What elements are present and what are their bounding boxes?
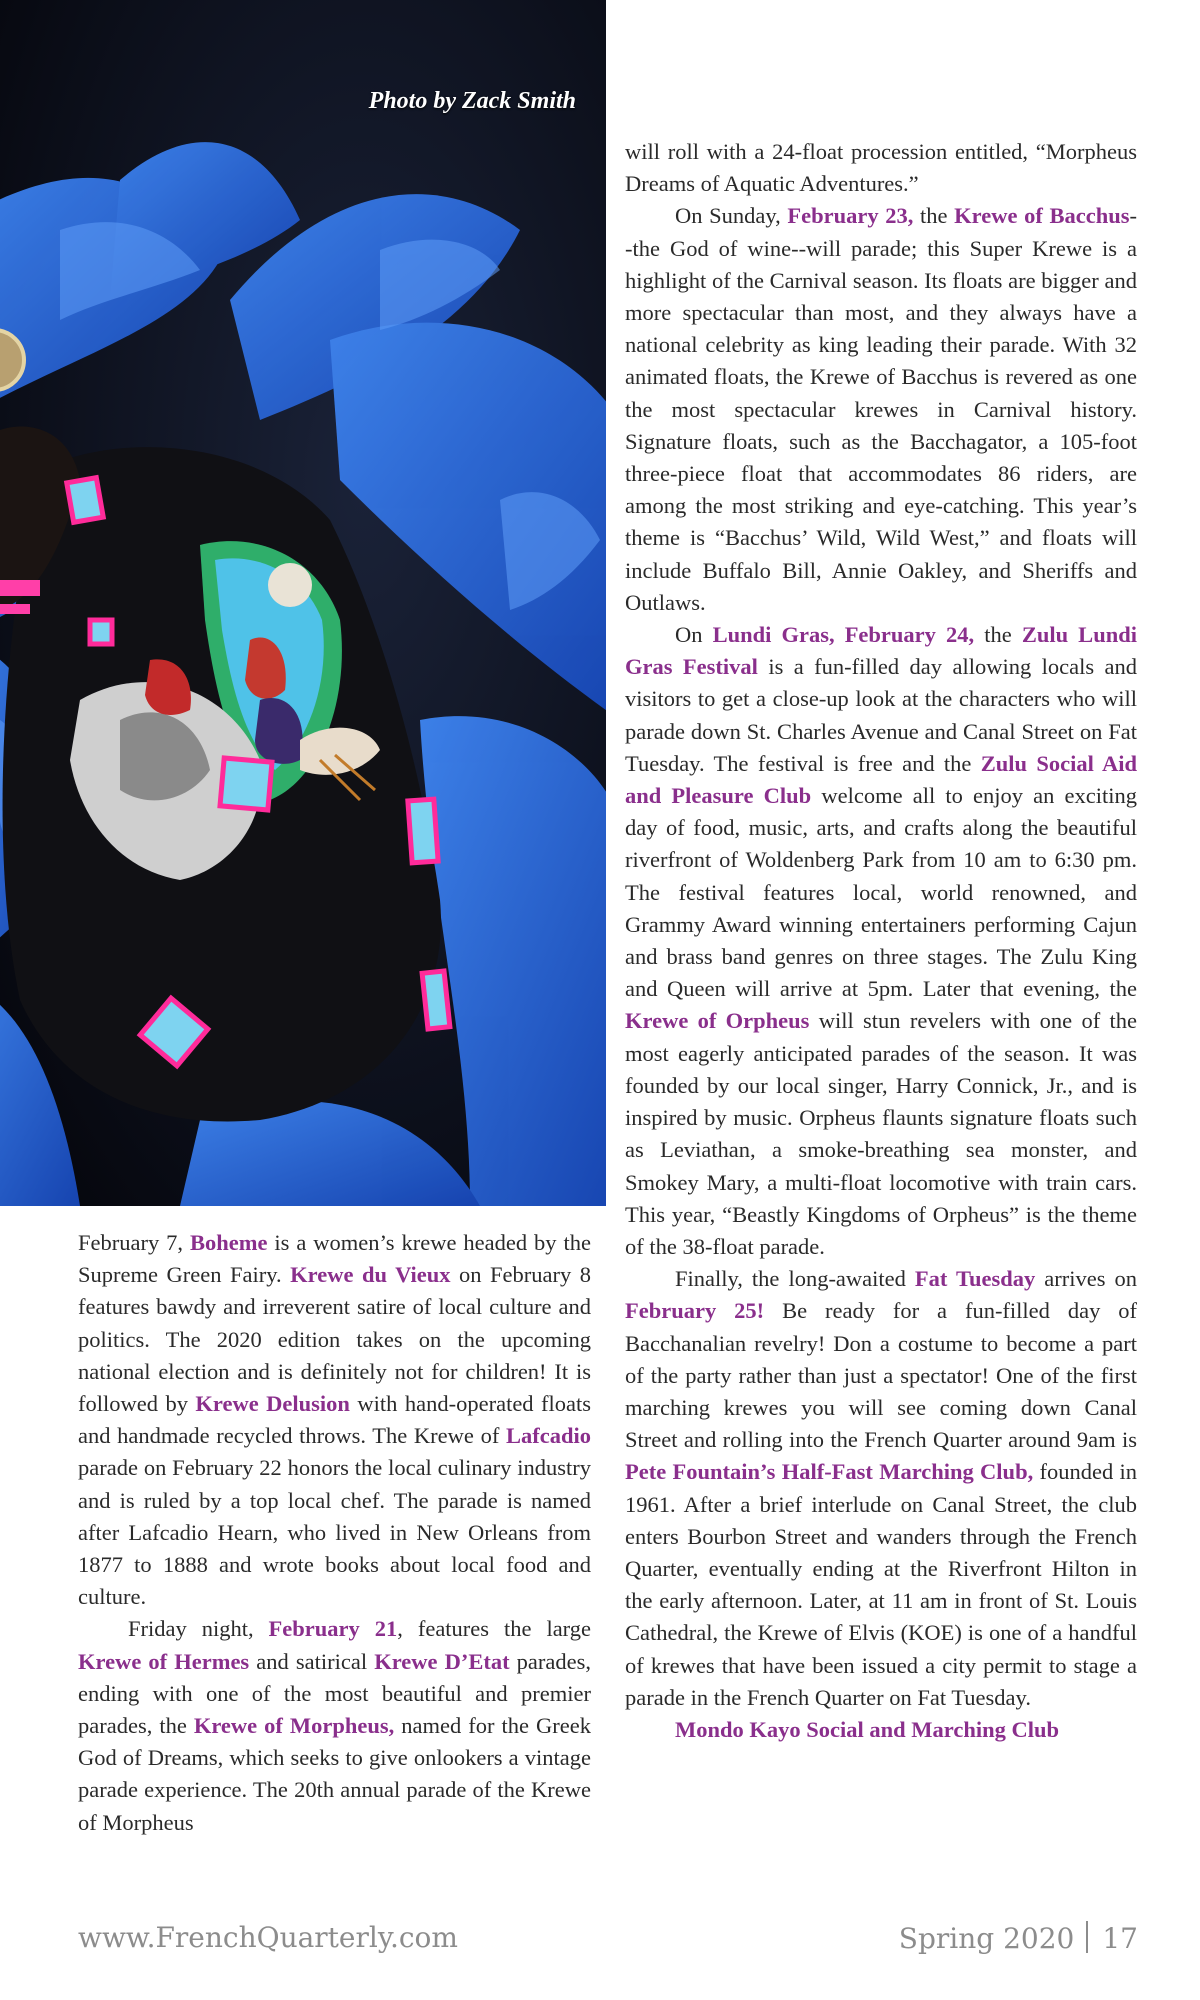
highlighted-name: Krewe D’Etat [374, 1648, 510, 1674]
highlighted-name: Krewe of Morpheus, [193, 1713, 395, 1739]
highlighted-name: Zulu Lundi Gras Festival [625, 622, 1137, 680]
article-column-right [625, 136, 1137, 1746]
highlighted-name: Lafcadio [505, 1423, 591, 1449]
text-run: February 7, [78, 1230, 190, 1255]
text-run: Friday night, [128, 1616, 269, 1642]
text-run: parade on February 22 honors the local culinary industry and is ruled by a top local chef. The parade is named after Lafcadio Hearn, who lived in New Orleans from 1877 to 1888 and wrote books about local food and culture. [78, 1455, 591, 1610]
highlighted-name: Krewe du Vieux [290, 1262, 451, 1288]
footer-issue-page [899, 1921, 1138, 1955]
highlighted-name: Mondo Kayo Social and Marching Club [675, 1716, 1060, 1742]
article-paragraph [625, 1263, 1137, 1714]
text-run: welcome all to enjoy an exciting day of food, music, arts, and crafts along the beautiful riverfront of Woldenberg Park from 10 am to 6:30 pm. The festival features local, world renowned, and Grammy Award winning entertainers performing Cajun and brass band genres on three stages. The Zulu King and Queen will arrive at 5pm. Later that evening, the [625, 783, 1138, 1002]
article-paragraph [78, 1227, 591, 1613]
photo-mardi-gras-indian [0, 0, 606, 1206]
footer-url-text: www.FrenchQuarterly.com [78, 1921, 458, 1954]
article-column-left [78, 1227, 591, 1839]
footer-issue: Spring 2020 [898, 1922, 1075, 1955]
highlighted-name: Krewe of Hermes [78, 1648, 250, 1674]
text-run: founded in 1961. After a brief interlude on Canal Street, the club enters Bourbon Street and wanders through the French Quarter, eventually ending at the Riverfront Hilton in the early afternoon. Later, at 11 am in front of St. Louis Cathedral, the Krewe of Elvis (KOE) is one of a handful of krewes that have been issued a city permit to stage a parade in the French Quarter on Fat Tuesday. [625, 1459, 1137, 1710]
text-run: On [675, 622, 713, 648]
footer-website-url[interactable] [78, 1921, 458, 1954]
highlighted-name: February 21 [268, 1616, 398, 1642]
footer-page-number: 17 [1102, 1922, 1138, 1955]
highlighted-name: February 23, [787, 203, 914, 229]
text-run: the [913, 203, 955, 229]
highlighted-name: Boheme [189, 1230, 268, 1255]
feather-costume-illustration [0, 0, 606, 1206]
text-run: will roll with a 24-float procession entitled, “Morpheus Dreams of Aquatic Adventures.” [625, 139, 1137, 197]
highlighted-name: Lundi Gras, February 24, [712, 622, 975, 648]
text-run: is a fun-filled day allowing locals and visitors to get a close-up look at the characters who will parade down St. Charles Avenue and Canal Street on Fat Tuesday. The festival is free and the [625, 654, 1138, 776]
article-paragraph [78, 1613, 591, 1838]
photo-credit: Photo by Zack Smith [368, 88, 576, 114]
text-run: is a women’s krewe headed by the Supreme Green Fairy. [78, 1230, 591, 1288]
text-run: , features the large [397, 1616, 592, 1642]
text-run: and satirical [249, 1648, 375, 1674]
article-paragraph [625, 136, 1137, 200]
text-run: will stun revelers with one of the most eagerly anticipated parades of the season. It was founded by our local singer, Harry Connick, Jr., and is inspired by music. Orpheus flaunts signature floats such as Leviathan, a smoke-breathing sea monster, and Smokey Mary, a multi-float locomotive with train cars. This year, “Beastly Kingdoms of Orpheus” is the theme of the 38-float parade. [625, 1008, 1137, 1259]
text-run: named for the Greek God of Dreams, which seeks to give onlookers a vintage parade experience. The 20th annual parade of the Krewe of Morpheus [78, 1713, 591, 1835]
text-run: arrives on [1035, 1266, 1137, 1292]
article-paragraph [625, 619, 1137, 1263]
article-paragraph [625, 1714, 1137, 1746]
highlighted-name: Krewe of Orpheus [625, 1008, 810, 1034]
text-run: the [974, 622, 1022, 648]
text-run: Finally, the long-awaited [675, 1266, 915, 1292]
article-paragraph [625, 200, 1137, 619]
highlighted-name: Krewe Delusion [195, 1391, 350, 1417]
highlighted-name: Zulu Social Aid and Pleasure Club [625, 750, 1137, 809]
text-run: On Sunday, [675, 203, 788, 229]
highlighted-name: Krewe of Bacchus [954, 203, 1130, 229]
highlighted-name: Pete Fountain’s Half-Fast Marching Club, [625, 1459, 1034, 1485]
text-run: on February 8 features bawdy and irreverent satire of local culture and politics. The 2020 edition takes on the upcoming national election and is definitely not for children! It is followed by [78, 1262, 591, 1417]
highlighted-name: Fat Tuesday [914, 1266, 1036, 1292]
text-run: parades, ending with one of the most beautiful and premier parades, the [78, 1648, 592, 1739]
text-run: with hand-operated floats and handmade recycled throws. The Krewe of [78, 1391, 592, 1449]
text-run: --the God of wine--will parade; this Super Krewe is a highlight of the Carnival season. Its floats are bigger and more spectacular than most, and they always have a national celebrity as king leading their parade. With 32 animated floats, the Krewe of Bacchus is revered as one the most spectacular krewes in Carnival history. Signature floats, such as the Bacchagator, a 105-foot three-piece float that accommodates 86 riders, are among the most striking and eye-catching. This year’s theme is “Bacchus’ Wild, Wild West,” and floats will include Buffalo Bill, Annie Oakley, and Sheriffs and Outlaws. [625, 203, 1137, 615]
highlighted-name: February 25! [625, 1298, 765, 1324]
text-run: Be ready for a fun-filled day of Bacchanalian revelry! Don a costume to become a part of the party rather than just a spectator! One of the first marching krewes you will see coming down Canal Street and rolling into the French Quarter around 9am is [625, 1298, 1137, 1453]
footer-divider [1086, 1921, 1088, 1953]
